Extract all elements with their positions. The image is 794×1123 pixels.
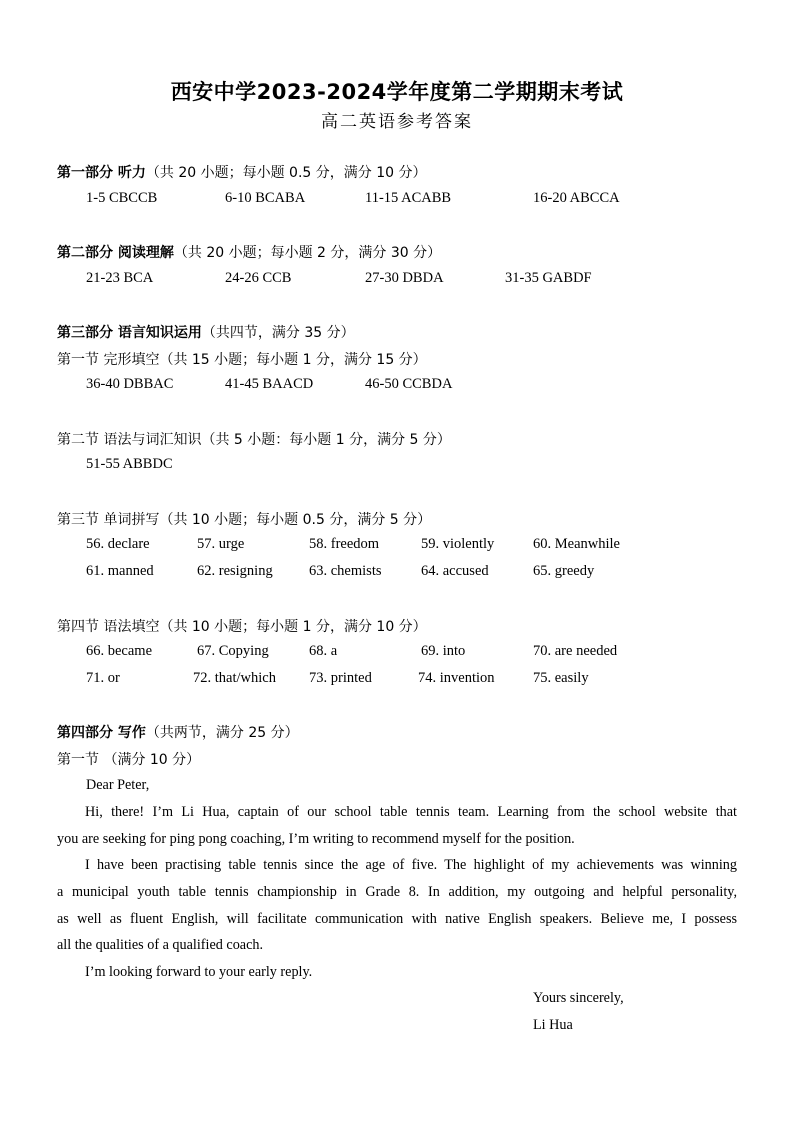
part4-title: 第四部分 写作: [57, 725, 146, 741]
part3-sec1-answers: [0, 376, 794, 396]
answer-group: 36-40 DBBAC: [86, 376, 174, 392]
answer-group: 11-15 ACABB: [365, 190, 452, 206]
part3-desc: （共四节，满分 35 分）: [201, 325, 355, 341]
part3-sec3-heading: [57, 509, 431, 529]
answer-item: 71. or: [86, 670, 120, 686]
section-heading: 第一节 完形填空（共 15 小题；每小题 1 分，满分 15 分）: [57, 352, 427, 368]
section-heading: 第一节 （满分 10 分）: [57, 752, 201, 768]
part2-heading: [57, 242, 441, 262]
answer-item: 69. into: [421, 643, 466, 659]
answer-group: 24-26 CCB: [225, 270, 292, 286]
answer-group: 41-45 BAACD: [225, 376, 314, 392]
part4-heading: [57, 722, 299, 742]
part2-desc: （共 20 小题；每小题 2 分，满分 30 分）: [173, 245, 442, 261]
part3-sec2-answers: [0, 456, 794, 476]
part3-sec2-heading: [57, 429, 451, 449]
letter-paragraph-2-line-2: a municipal youth table tennis championship in Grade 8. In addition, my outgoing and helpful personality,: [57, 884, 737, 900]
part2-title: 第二部分 阅读理解: [57, 245, 174, 261]
part4-desc: （共两节，满分 25 分）: [145, 725, 299, 741]
part3-sec4-row1: [0, 643, 794, 663]
part4-sec1-heading: [57, 749, 200, 769]
answer-item: 61. manned: [86, 563, 154, 579]
section-heading: 第三节 单词拼写（共 10 小题；每小题 0.5 分，满分 5 分）: [57, 512, 432, 528]
answer-item: 66. became: [86, 643, 153, 659]
part3-title: 第三部分 语言知识运用: [57, 325, 202, 341]
answer-item: 59. violently: [421, 536, 495, 552]
answer-item: 62. resigning: [197, 563, 273, 579]
part3-sec3-row2: [0, 563, 794, 583]
answer-group: 16-20 ABCCA: [533, 190, 620, 206]
letter-paragraph-2-line-4: all the qualities of a qualified coach.: [57, 937, 264, 953]
page-subtitle: 高二英语参考答案: [321, 112, 473, 131]
answer-item: 67. Copying: [197, 643, 269, 659]
answer-group: 1-5 CBCCB: [86, 190, 158, 206]
letter-greeting: Dear Peter,: [86, 777, 150, 793]
part3-sec4-heading: [57, 616, 427, 636]
letter-paragraph-2-line-1: I have been practising table tennis since the age of five. The highlight of my achievements was winning: [85, 857, 737, 873]
part1-desc: （共 20 小题；每小题 0.5 分，满分 10 分）: [145, 165, 427, 181]
answer-item: 70. are needed: [533, 643, 618, 659]
answer-item: 56. declare: [86, 536, 150, 552]
answer-group: 6-10 BCABA: [225, 190, 306, 206]
answer-item: 65. greedy: [533, 563, 595, 579]
letter-paragraph-2-line-3: as well as fluent English, will facilitate communication with native English speakers. Believe me, I possess: [57, 911, 737, 927]
answer-item: 75. easily: [533, 670, 589, 686]
letter-signature: Li Hua: [533, 1017, 573, 1033]
answer-item: 58. freedom: [309, 536, 380, 552]
answer-group: 21-23 BCA: [86, 270, 154, 286]
answer-group: 46-50 CCBDA: [365, 376, 453, 392]
answer-item: 63. chemists: [309, 563, 382, 579]
answer-item: 64. accused: [421, 563, 489, 579]
answer-group: 51-55 ABBDC: [86, 456, 173, 472]
answer-group: 27-30 DBDA: [365, 270, 444, 286]
part3-heading: [57, 322, 355, 342]
answer-group: 31-35 GABDF: [505, 270, 592, 286]
section-heading: 第二节 语法与词汇知识（共 5 小题：每小题 1 分，满分 5 分）: [57, 432, 451, 448]
letter-paragraph-1-line-2: you are seeking for ping pong coaching, I’m writing to recommend myself for the position.: [57, 831, 575, 847]
section-heading: 第四节 语法填空（共 10 小题；每小题 1 分，满分 10 分）: [57, 619, 427, 635]
part2-answers: [0, 270, 794, 290]
part1-heading: [57, 162, 426, 182]
letter-paragraph-3: I’m looking forward to your early reply.: [85, 964, 313, 980]
letter-closing: Yours sincerely,: [533, 990, 624, 1006]
answer-item: 60. Meanwhile: [533, 536, 620, 552]
answer-item: 57. urge: [197, 536, 245, 552]
part1-answers: [0, 190, 794, 210]
part3-sec3-row1: [0, 536, 794, 556]
answer-item: 74. invention: [418, 670, 495, 686]
part3-sec4-row2: [0, 670, 794, 690]
page-title: 西安中学2023-2024学年度第二学期期末考试: [170, 80, 624, 104]
answer-item: 72. that/which: [193, 670, 276, 686]
answer-item: 73. printed: [309, 670, 372, 686]
part3-sec1-heading: [57, 349, 427, 369]
answer-item: 68. a: [309, 643, 338, 659]
part1-title: 第一部分 听力: [57, 165, 146, 181]
letter-paragraph-1-line-1: Hi, there! I’m Li Hua, captain of our school table tennis team. Learning from the school website that: [85, 804, 737, 820]
